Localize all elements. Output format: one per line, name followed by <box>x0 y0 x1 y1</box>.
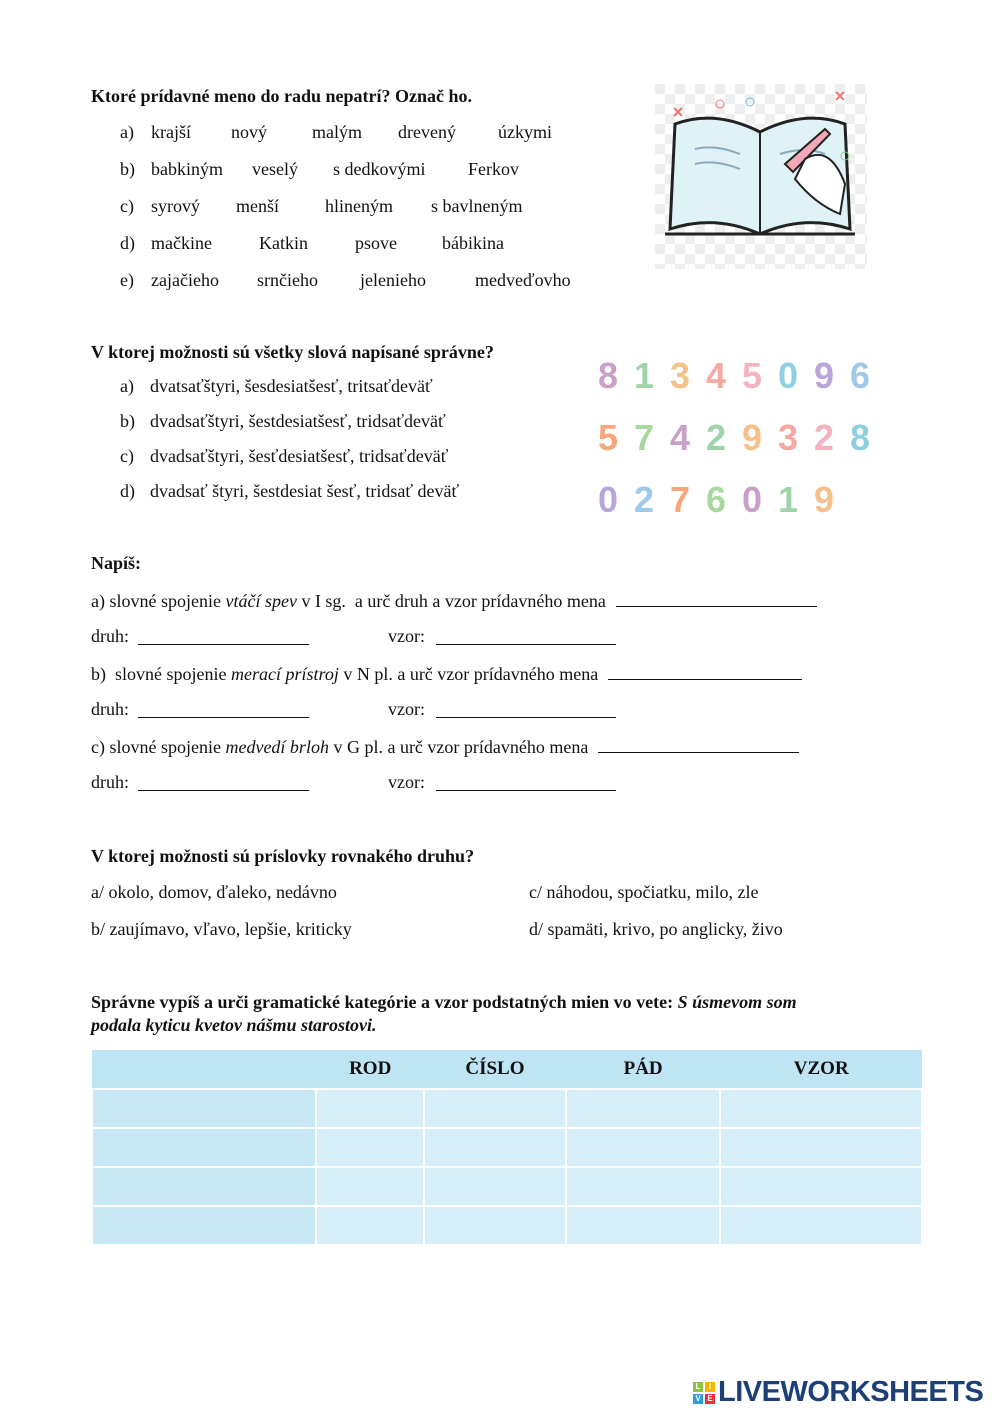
table-cell[interactable] <box>720 1206 922 1245</box>
answer-blank[interactable] <box>608 663 802 680</box>
q1-word-option[interactable]: menší <box>236 196 279 216</box>
vzor-label: vzor: <box>388 772 425 792</box>
decorative-digit: 5 <box>597 417 619 458</box>
druh-blank[interactable] <box>138 774 309 791</box>
decorative-digit: 0 <box>597 479 619 520</box>
answer-blank[interactable] <box>616 590 817 607</box>
q1-word-option[interactable]: zajačieho <box>151 270 219 290</box>
table-cell[interactable] <box>92 1128 316 1167</box>
decorative-digit: 2 <box>813 417 835 458</box>
q1-word-option[interactable]: hlineným <box>325 196 393 216</box>
table-cell[interactable] <box>316 1089 424 1128</box>
q2-option[interactable]: dvadsaťštyri, šesťdesiatšesť, tridsaťdeväť <box>150 446 449 466</box>
logo-tile: E <box>705 1394 715 1404</box>
q4-option-b: b/ zaujímavo, vľavo, lepšie, kriticky <box>91 919 352 939</box>
q1-word-option[interactable]: nový <box>231 122 267 142</box>
table-cell[interactable] <box>566 1206 721 1245</box>
druh-label: druh: <box>91 772 129 792</box>
table-cell[interactable] <box>720 1128 922 1167</box>
decorative-digit: 8 <box>849 417 871 458</box>
vzor-label: vzor: <box>388 626 425 646</box>
q1-word-option[interactable]: drevený <box>398 122 456 142</box>
q1-word-option[interactable]: jelenieho <box>360 270 426 290</box>
q1-word-option[interactable]: Ferkov <box>468 159 519 179</box>
table-cell[interactable] <box>92 1206 316 1245</box>
decorative-digit: 0 <box>741 479 763 520</box>
decorative-digit: 4 <box>705 355 727 396</box>
liveworksheets-logo <box>692 1376 983 1409</box>
q3-phrase: vtáčí spev <box>225 591 297 611</box>
decorative-digit: 3 <box>777 417 799 458</box>
q1-word-option[interactable]: psove <box>355 233 397 253</box>
table-cell[interactable] <box>92 1167 316 1206</box>
q1-row-label: d) <box>120 233 135 253</box>
vzor-blank[interactable] <box>436 774 616 791</box>
decorative-digit: 9 <box>741 417 763 458</box>
decorative-digit: 2 <box>633 479 655 520</box>
q1-row-label: a) <box>120 122 134 142</box>
table-cell[interactable] <box>566 1167 721 1206</box>
table-row <box>92 1167 922 1206</box>
numbers-illustration <box>590 338 882 528</box>
q2-option-label: c) <box>120 446 134 466</box>
q2-option[interactable]: dvadsaťštyri, šestdesiatšesť, tridsaťdeväť <box>150 411 446 431</box>
header-cislo: ČÍSLO <box>424 1050 566 1089</box>
q1-word-option[interactable]: babkiným <box>151 159 223 179</box>
q2-option-label: b) <box>120 411 135 431</box>
q4-option-a: a/ okolo, domov, ďaleko, nedávno <box>91 882 337 902</box>
table-cell[interactable] <box>566 1089 721 1128</box>
q2-option[interactable]: dvatsaťštyri, šesdesiatšesť, tritsaťdeväť <box>150 376 433 396</box>
table-cell[interactable] <box>424 1128 566 1167</box>
decorative-digit: 7 <box>633 417 655 458</box>
q3-item-text: v N pl. a urč vzor prídavného mena <box>338 664 599 684</box>
table-row <box>92 1206 922 1245</box>
table-cell[interactable] <box>566 1128 721 1167</box>
q1-word-option[interactable]: srnčieho <box>257 270 318 290</box>
decorative-digit: 1 <box>777 479 799 520</box>
decorative-digit: 4 <box>669 417 691 458</box>
decorative-digit: 2 <box>705 417 727 458</box>
q3-phrase: medvedí brloh <box>225 737 329 757</box>
vzor-label: vzor: <box>388 699 425 719</box>
q1-word-option[interactable]: medveďovho <box>475 270 571 290</box>
table-cell[interactable] <box>92 1089 316 1128</box>
decorative-digit: 6 <box>849 355 871 396</box>
q5-title <box>91 992 797 1013</box>
q1-word-option[interactable]: mačkine <box>151 233 212 253</box>
q4-title: V ktorej možnosti sú príslovky rovnakého druhu? <box>91 846 475 866</box>
q3-item-text: v G pl. a urč vzor prídavného mena <box>328 737 589 757</box>
grammar-table <box>91 1050 923 1246</box>
q4-option-c: c/ náhodou, spočiatku, milo, zle <box>529 882 759 902</box>
table-row <box>92 1128 922 1167</box>
decorative-digit: 9 <box>813 479 835 520</box>
vzor-blank[interactable] <box>436 628 616 645</box>
q5-sentence-part1: S úsmevom som <box>677 992 797 1012</box>
decorative-digit: 3 <box>669 355 691 396</box>
q3-phrase: merací prístroj <box>230 664 339 684</box>
q1-row-label: e) <box>120 270 134 290</box>
druh-label: druh: <box>91 626 129 646</box>
table-cell[interactable] <box>424 1089 566 1128</box>
decorative-digit: 5 <box>741 355 763 396</box>
table-cell[interactable] <box>720 1167 922 1206</box>
logo-tile: I <box>705 1382 715 1392</box>
q2-option[interactable]: dvadsať štyri, šestdesiat šesť, tridsať deväť <box>150 481 460 501</box>
q1-word-option[interactable]: s dedkovými <box>333 159 426 179</box>
q1-row-label: b) <box>120 159 135 179</box>
decorative-digit: 9 <box>813 355 835 396</box>
q5-sentence-part2: podala kyticu kvetov nášmu starostovi. <box>91 1015 377 1035</box>
table-cell[interactable] <box>316 1167 424 1206</box>
logo-tiles-icon <box>692 1381 716 1405</box>
druh-blank[interactable] <box>138 628 309 645</box>
q1-word-option[interactable]: Katkin <box>259 233 308 253</box>
logo-tile: V <box>693 1394 703 1404</box>
answer-blank[interactable] <box>598 736 799 753</box>
q2-option-label: d) <box>120 481 135 501</box>
q1-title: Ktoré prídavné meno do radu nepatrí? Označ ho. <box>91 86 472 106</box>
table-cell[interactable] <box>316 1206 424 1245</box>
decorative-digit: 6 <box>705 479 727 520</box>
logo-tile: L <box>693 1382 703 1392</box>
q1-word-option[interactable]: syrový <box>151 196 200 216</box>
q3-item-text: b) slovné spojenie <box>91 664 231 684</box>
table-cell[interactable] <box>316 1128 424 1167</box>
table-row <box>92 1089 922 1128</box>
q2-option-label: a) <box>120 376 134 396</box>
q1-word-option[interactable]: krajší <box>151 122 191 142</box>
decorative-digit: 1 <box>633 355 655 396</box>
header-blank <box>92 1050 316 1089</box>
header-pad: PÁD <box>566 1050 721 1089</box>
q1-word-option[interactable]: úzkymi <box>498 122 552 142</box>
q3-item <box>91 663 802 685</box>
header-vzor: VZOR <box>720 1050 922 1089</box>
q1-word-option[interactable]: s bavlneným <box>431 196 523 216</box>
q3-item <box>91 736 799 758</box>
decorative-digit: 7 <box>669 479 691 520</box>
q3-title: Napíš: <box>91 553 142 573</box>
q3-item-text: c) slovné spojenie <box>91 737 226 757</box>
logo-text: LIVEWORKSHEETS <box>718 1376 984 1408</box>
header-rod: ROD <box>316 1050 424 1089</box>
decorative-digit: 8 <box>597 355 619 396</box>
table-cell[interactable] <box>720 1089 922 1128</box>
table-cell[interactable] <box>424 1167 566 1206</box>
q1-word-option[interactable]: malým <box>312 122 362 142</box>
q3-item-text: a) slovné spojenie <box>91 591 226 611</box>
q3-item <box>91 590 817 612</box>
q3-item-text: v I sg. a urč druh a vzor prídavného mena <box>296 591 606 611</box>
q2-title: V ktorej možnosti sú všetky slová napísané správne? <box>91 342 494 362</box>
vzor-blank[interactable] <box>436 701 616 718</box>
druh-label: druh: <box>91 699 129 719</box>
q1-word-option[interactable]: veselý <box>252 159 298 179</box>
book-illustration <box>655 84 867 269</box>
table-cell[interactable] <box>424 1206 566 1245</box>
q4-option-d: d/ spamäti, krivo, po anglicky, živo <box>529 919 783 939</box>
q1-word-option[interactable]: bábikina <box>442 233 504 253</box>
q5-instruction: Správne vypíš a urči gramatické kategórie a vzor podstatných mien vo vete: <box>91 992 678 1012</box>
q1-row-label: c) <box>120 196 134 216</box>
druh-blank[interactable] <box>138 701 309 718</box>
decorative-digit: 0 <box>777 355 799 396</box>
